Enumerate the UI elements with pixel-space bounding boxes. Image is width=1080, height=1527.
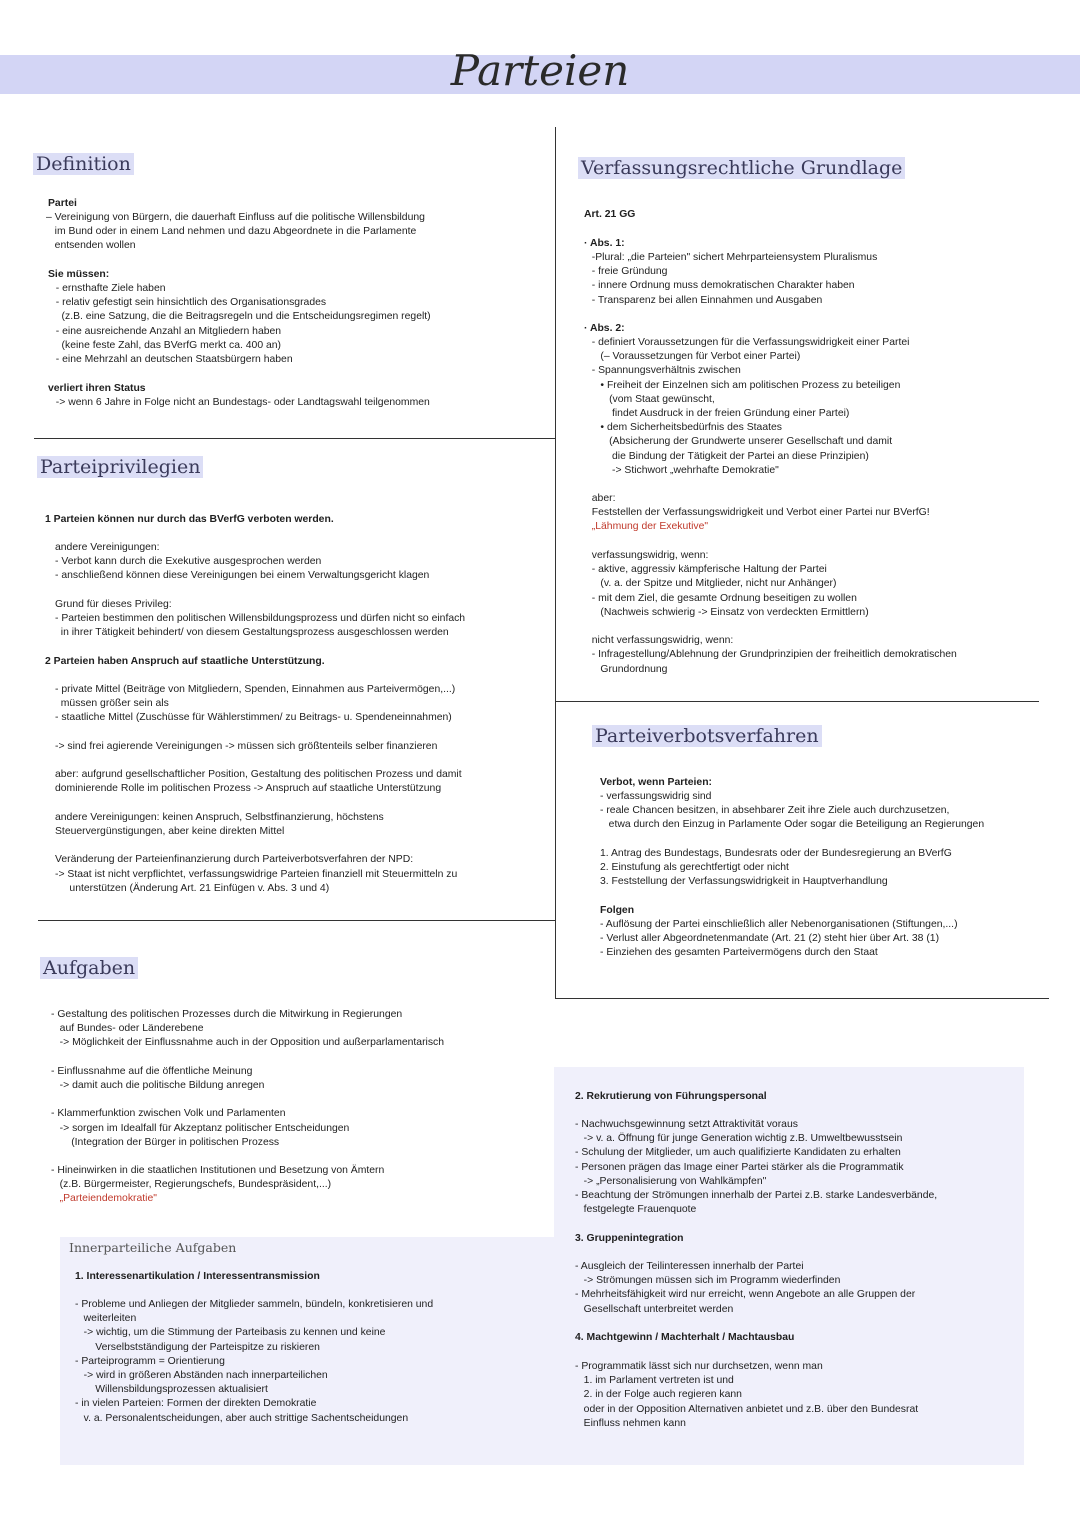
verbot-text: - verfassungswidrig sind - reale Chancen besitzen, in absehbarer Zeit ihre Ziele auch durchzusetzen, etwa durch den Einzug in Parlamente Oder sogar die Beteiligung an Regierungen 1. Antrag des Bundestags, Bundesrats oder der Bundesregierung an BVerfG 2. Einstufung als gerechtfertigt oder nicht 3. Feststellung der Verfassungswidrigkeit in Hauptverhandlung bbox=[600, 791, 985, 888]
abs-2-label: · Abs. 2: bbox=[584, 323, 625, 334]
abs-2-text: - definiert Voraussetzungen für die Verfassungswidrigkeit einer Partei (– Voraussetzungen für Verbot einer Partei) - Spannungsverhältnis zwischen • Freiheit der Einzelnen sich am politischen Prozess zu beteiligen (vom Staat gewünscht, findet Ausdruck in der freien Gründung einer Partei) • dem Sicherheitsbedürfnis des Staates (Absicherung der Grundwerte unserer Gesellschaft und damit die Bindung der Tätigkeit der Partei an diese Prinzipien) -> Stichwort „wehrhafte Demokratie" bbox=[591, 337, 910, 476]
abs-1-label: · Abs. 1: bbox=[584, 238, 625, 249]
verfassungswidrig-text: verfassungswidrig, wenn: - aktive, aggressiv kämpferische Haltung der Partei (v. a. der Spitze und Mitglieder, nicht nur Anhänger) - mit dem Ziel, die gesamte Ordnung beseitigen zu wollen (Nachweis schwierig -> Einsatz von verdeckten Ermittlern) nicht verfassungswidrig, wenn: - Infragestellung/Ablehnung der Grundprinzipien der freiheitlich demokratischen Grundordnung bbox=[591, 550, 957, 675]
page-title: Parteien bbox=[450, 46, 630, 95]
inner-4-heading: 4. Machtgewinn / Machterhalt / Machtausbau bbox=[575, 1332, 795, 1343]
heading-verbot: Parteiverbotsverfahren bbox=[592, 725, 822, 747]
aufgaben-text: - Gestaltung des politischen Prozesses durch die Mitwirkung in Regierungen auf Bundes- oder Länderebene -> Möglichkeit der Einflussnahme auch in der Opposition und außerparlamentarisch - Einflussnahme auf die öffentliche Meinung -> damit auch die politische Bildung anregen - Klammerfunktion zwischen Volk und Parlamenten -> sorgen im Idealfall für Akzeptanz politischer Entscheidungen (Integration der Bürger in politischen Prozess - Hineinwirken in die staatlichen Institutionen und Besetzung von Ämtern (z.B. Bürgermeister, Regierungschefs, Bundespräsident,...) bbox=[51, 1009, 445, 1191]
inner-2-text: - Nachwuchsgewinnung setzt Attraktivität voraus -> v. a. Öffnung für junge Generation wichtig z.B. Umweltbewusstsein - Schulung der Mitglieder, um auch qualifizierte Kandidaten zu erhalten - Personen prägen das Image einer Partei stärker als die Programmatik -> „Personalisierung von Wahlkämpfen" - Beachtung der Strömungen innerhalb der Partei z.B. starke Landesverbände, festgelegte Frauenquote bbox=[575, 1119, 938, 1216]
aufgaben-red-note: „Parteiendemokratie" bbox=[51, 1193, 157, 1204]
art-21-label: Art. 21 GG bbox=[584, 209, 636, 220]
verbot-label: Verbot, wenn Parteien: bbox=[600, 777, 713, 788]
heading-verfassung: Verfassungsrechtliche Grundlage bbox=[578, 157, 905, 179]
folgen-text: - Auflösung der Partei einschließlich aller Nebenorganisationen (Stiftungen,...) - Verlust aller Abgeordnetenmandate (Art. 21 (2) steht hier über Art. 38 (1) - Einziehen des gesamten Parteivermögens durch den Staat bbox=[600, 919, 958, 959]
divider-verbot bbox=[555, 998, 1049, 999]
muessen-label: Sie müssen: bbox=[48, 269, 110, 280]
heading-definition: Definition bbox=[33, 153, 134, 175]
inner-3-text: - Ausgleich der Teilinteressen innerhalb der Partei -> Strömungen müssen sich im Programm wiederfinden - Mehrheitsfähigkeit wird nur erreicht, wenn Angebote an alle Gruppen der Gesellschaft unterbreitet werden bbox=[575, 1261, 916, 1315]
privileg-1-heading: 1 Parteien können nur durch das BVerfG verboten werden. bbox=[45, 514, 334, 525]
privileg-1-text: andere Vereinigungen: - Verbot kann durch die Exekutive ausgesprochen werden - anschließend können diese Vereinigungen bei einem Verwaltungsgericht klagen Grund für dieses Privileg: - Parteien bestimmen den politischen Willensbildungsprozess und dürfen nicht so einfach in ihrer Tätigkeit behindert/ von diesem Gestaltungsprozess ausgeschlossen werden bbox=[55, 542, 466, 639]
privileg-2-text: - private Mittel (Beiträge von Mitgliedern, Spenden, Einnahmen aus Parteivermögen,...) müssen größer sein als - staatliche Mittel (Zuschüsse für Wählerstimmen/ zu Beitrags- u. Spendeneinnahmen) -> sind frei agierende Vereinigungen -> müssen sich größtenteils selber finanzieren aber: aufgrund gesellschaftlicher Position, Gestaltung des politischen Prozess und damit dominierende Rolle im politischen Prozess -> Anspruch auf staatliche Unterstützung andere Vereinigungen: keinen Anspruch, Selbstfinanzierung, höchstens Steuervergünstigungen, aber keine direkten Mittel Veränderung der Parteienfinanzierung durch Parteiverbotsverfahren der NPD: -> Staat ist nicht verpflichtet, verfassungswidrige Parteien finanziell mit Steuermitteln zu unterstützen (Änderung Art. 21 Einfügen v. Abs. 3 und 4) bbox=[55, 684, 462, 894]
divider-verfassung bbox=[555, 701, 1039, 702]
divider-privilegien bbox=[38, 920, 555, 921]
column-divider bbox=[555, 127, 556, 999]
muessen-text: - ernsthafte Ziele haben - relativ gefestigt sein hinsichtlich des Organisationsgrades (z.B. eine Satzung, die die Beitragsregeln und die Entscheidungsregimen regelt) - eine ausreichende Anzahl an Mitgliedern haben (keine feste Zahl, das BVerfG merkt ca. 400 an) - eine Mehrzahl an deutschen Staatsbürgern haben bbox=[55, 283, 431, 366]
heading-aufgaben: Aufgaben bbox=[40, 957, 138, 979]
status-text: -> wenn 6 Jahre in Folge nicht an Bundestags- oder Landtagswahl teilgenommen bbox=[50, 397, 430, 408]
privileg-2-heading: 2 Parteien haben Anspruch auf staatliche Unterstützung. bbox=[45, 656, 325, 667]
heading-inner-tasks: Innerparteiliche Aufgaben bbox=[69, 1240, 237, 1255]
inner-2-heading: 2. Rekrutierung von Führungspersonal bbox=[575, 1091, 767, 1102]
abs-1-text: -Plural: „die Parteien" sichert Mehrparteiensystem Pluralismus - freie Gründung - innere Ordnung muss demokratischen Charakter haben - Transparenz bei allen Einnahmen und Ausgaben bbox=[591, 252, 878, 306]
folgen-label: Folgen bbox=[600, 905, 635, 916]
divider-definition bbox=[34, 438, 555, 439]
partei-label: Partei bbox=[48, 198, 77, 209]
aber-text: aber: Feststellen der Verfassungswidrigkeit und Verbot einer Partei nur BVerfG! bbox=[591, 493, 930, 519]
partei-text: – Vereinigung von Bürgern, die dauerhaft Einfluss auf die politische Willensbildung im Bund oder in einem Land nehmen und dazu Abgeordnete in die Parlamente entsenden wollen bbox=[46, 212, 425, 252]
inner-4-text: - Programmatik lässt sich nur durchsetzen, wenn man 1. im Parlament vertreten ist und 2. in der Folge auch regieren kann oder in der Opposition Alternativen anbietet und z.B. über den Bundesrat Einfluss nehmen kann bbox=[575, 1361, 919, 1429]
heading-privilegien: Parteiprivilegien bbox=[37, 456, 203, 478]
verfassung-red-note: „Lähmung der Exekutive" bbox=[586, 521, 709, 532]
inner-1-text: - Probleme und Anliegen der Mitglieder sammeln, bündeln, konkretisieren und weiterleiten -> wichtig, um die Stimmung der Parteibasis zu kennen und keine Verselbstständigung der Parteispitze zu riskieren - Parteiprogramm = Orientierung -> wird in größeren Abständen nach innerparteilichen Willensbildungsprozessen aktualisiert - in vielen Parteien: Formen der direkten Demokratie v. a. Personalentscheidungen, aber auch strittige Sachentscheidungen bbox=[75, 1299, 434, 1424]
inner-1-heading: 1. Interessenartikulation / Interessentransmission bbox=[75, 1271, 320, 1282]
status-label: verliert ihren Status bbox=[48, 383, 146, 394]
inner-3-heading: 3. Gruppenintegration bbox=[575, 1233, 684, 1244]
